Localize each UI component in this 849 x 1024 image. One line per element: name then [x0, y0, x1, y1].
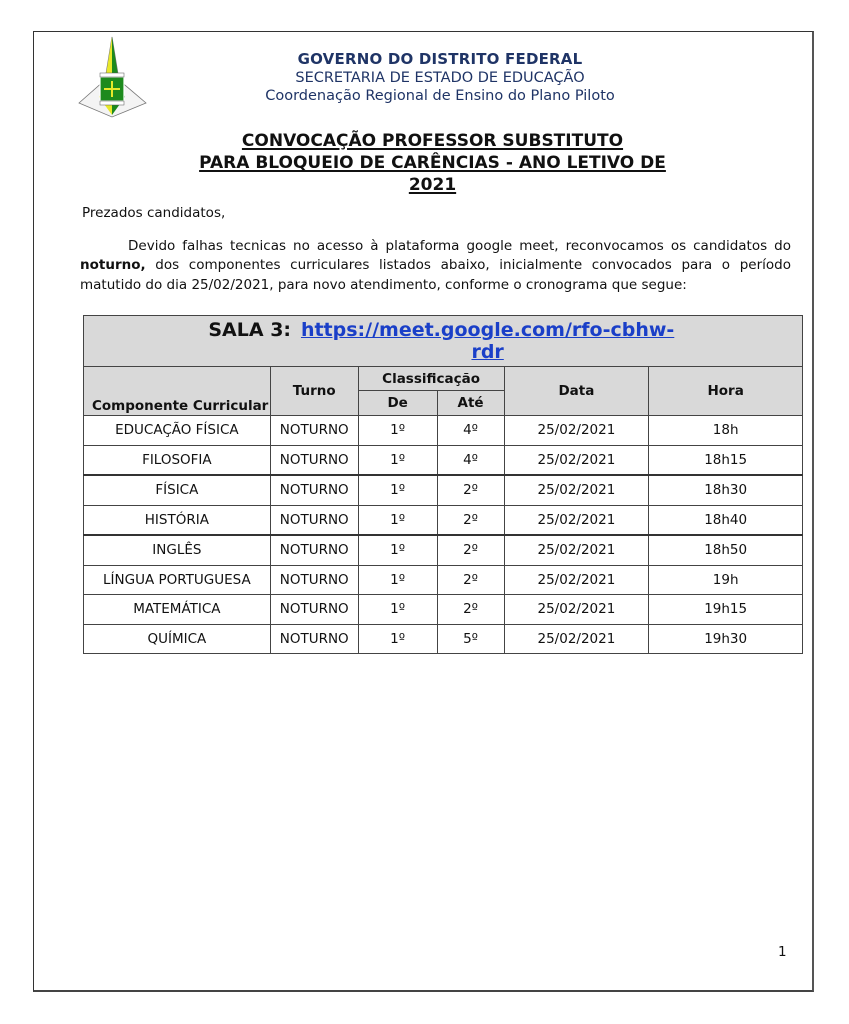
table-row [84, 624, 803, 654]
document-title [140, 130, 725, 196]
cell-data: 25/02/2021 [504, 565, 649, 595]
cell-turno: NOTURNO [270, 624, 358, 654]
cell-data: 25/02/2021 [504, 505, 649, 535]
col-header-data: Data [504, 367, 649, 416]
cell-turno: NOTURNO [270, 416, 358, 446]
cell-de: 1º [358, 565, 437, 595]
table-row [84, 416, 803, 446]
paragraph-bold: noturno, [80, 257, 146, 274]
cell-componente: HISTÓRIA [84, 505, 271, 535]
cell-ate: 5º [437, 624, 504, 654]
title-line-1: CONVOCAÇÃO PROFESSOR SUBSTITUTO [241, 131, 624, 151]
body-paragraph [80, 237, 791, 295]
gdf-coat-of-arms-logo [75, 35, 150, 120]
cell-turno: NOTURNO [270, 445, 358, 475]
cell-de: 1º [358, 505, 437, 535]
col-header-turno: Turno [270, 367, 358, 416]
cell-de: 1º [358, 445, 437, 475]
table-row [84, 565, 803, 595]
cell-hora: 19h15 [649, 595, 803, 625]
cell-turno: NOTURNO [270, 595, 358, 625]
cell-ate: 4º [437, 445, 504, 475]
cell-hora: 18h [649, 416, 803, 446]
cell-componente: EDUCAÇÃO FÍSICA [84, 416, 271, 446]
cell-turno: NOTURNO [270, 505, 358, 535]
cell-data: 25/02/2021 [504, 535, 649, 565]
paragraph-text-2: dos componentes curriculares listados abaixo, inicialmente convocados para o período matutido do dia 25/02/2021, para novo atendimento, conforme o cronograma que segue: [80, 257, 791, 293]
cell-componente: FILOSOFIA [84, 445, 271, 475]
cell-ate: 4º [437, 416, 504, 446]
cell-hora: 19h30 [649, 624, 803, 654]
col-header-de: De [358, 391, 437, 416]
cell-componente: QUÍMICA [84, 624, 271, 654]
cell-de: 1º [358, 624, 437, 654]
cell-data: 25/02/2021 [504, 595, 649, 625]
cell-de: 1º [358, 595, 437, 625]
cell-hora: 19h [649, 565, 803, 595]
cell-de: 1º [358, 475, 437, 505]
cell-data: 25/02/2021 [504, 624, 649, 654]
title-line-2: PARA BLOQUEIO DE CARÊNCIAS - ANO LETIVO DE [199, 153, 666, 173]
cell-ate: 2º [437, 595, 504, 625]
cell-data: 25/02/2021 [504, 416, 649, 446]
cell-componente: INGLÊS [84, 535, 271, 565]
table-row [84, 505, 803, 535]
sala-header [84, 316, 803, 367]
cell-turno: NOTURNO [270, 565, 358, 595]
col-header-ate: Até [437, 391, 504, 416]
sala-label: SALA 3: [208, 319, 298, 341]
cell-componente: FÍSICA [84, 475, 271, 505]
cell-de: 1º [358, 535, 437, 565]
cell-componente: LÍNGUA PORTUGUESA [84, 565, 271, 595]
cell-ate: 2º [437, 475, 504, 505]
cell-data: 25/02/2021 [504, 445, 649, 475]
schedule-table [83, 315, 803, 654]
cell-ate: 2º [437, 535, 504, 565]
paragraph-text-1: Devido falhas tecnicas no acesso à plataforma google meet, reconvocamos os candidatos do [128, 238, 791, 254]
cell-turno: NOTURNO [270, 475, 358, 505]
meet-link[interactable]: https://meet.google.com/rfo-cbhw-rdr [300, 319, 675, 363]
page-number: 1 [778, 944, 787, 960]
cell-hora: 18h30 [649, 475, 803, 505]
document-header [200, 50, 680, 105]
cell-de: 1º [358, 416, 437, 446]
table-row [84, 445, 803, 475]
cell-componente: MATEMÁTICA [84, 595, 271, 625]
header-government: GOVERNO DO DISTRITO FEDERAL [297, 50, 583, 68]
col-header-classificacao: Classificação [358, 367, 504, 391]
table-row [84, 475, 803, 505]
cell-hora: 18h50 [649, 535, 803, 565]
header-coordenacao: Coordenação Regional de Ensino do Plano Piloto [265, 88, 615, 104]
greeting: Prezados candidatos, [82, 205, 226, 221]
header-secretaria: SECRETARIA DE ESTADO DE EDUCAÇÃO [295, 70, 585, 86]
cell-data: 25/02/2021 [504, 475, 649, 505]
cell-hora: 18h15 [649, 445, 803, 475]
title-line-3: 2021 [408, 175, 457, 195]
col-header-hora: Hora [649, 367, 803, 416]
cell-turno: NOTURNO [270, 535, 358, 565]
cell-hora: 18h40 [649, 505, 803, 535]
cell-ate: 2º [437, 565, 504, 595]
cell-ate: 2º [437, 505, 504, 535]
table-row [84, 595, 803, 625]
table-row [84, 535, 803, 565]
col-header-componente: Componente Curricular [84, 367, 271, 416]
